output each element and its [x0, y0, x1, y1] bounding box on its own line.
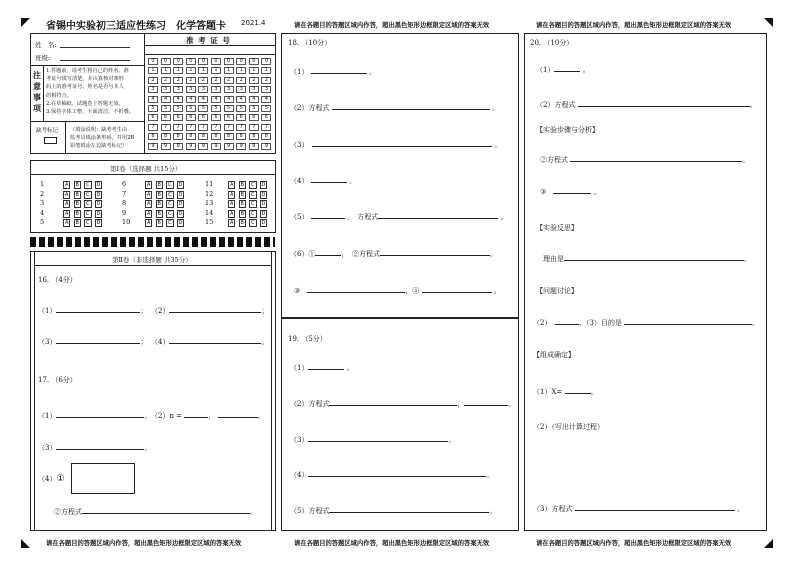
q17-eq2: ②方程式 。: [54, 508, 257, 516]
exam-id-bubble[interactable]: 2: [236, 77, 246, 84]
q19-answer-3[interactable]: [308, 441, 448, 442]
q20-reflection-reason: 理由是 。: [543, 255, 751, 263]
mc-question-number: 1: [40, 180, 45, 188]
exam-id-bubble[interactable]: 6: [161, 114, 171, 121]
exam-id-bubble[interactable]: 2: [186, 77, 196, 84]
exam-id-bubble[interactable]: 3: [249, 86, 259, 93]
mc-option-bubble[interactable]: D: [178, 182, 183, 188]
mc-option-bubble[interactable]: C: [168, 201, 172, 208]
q18-part2: （2）方程式 。: [290, 104, 499, 112]
exam-id-bubble[interactable]: 6: [198, 114, 208, 121]
mc-option-bubble[interactable]: C: [251, 182, 255, 188]
q18-answer-6d[interactable]: [422, 292, 492, 293]
q16-part3: （3） ；: [38, 338, 148, 346]
mc-option-bubble[interactable]: C: [86, 191, 90, 198]
mc-option-bubble[interactable]: C: [251, 220, 255, 227]
q20-composition-calc: （2）（写出计算过程）: [533, 423, 604, 431]
q17-part1: （1） 。: [38, 412, 152, 420]
q20-calculation-area[interactable]: [533, 434, 759, 498]
exam-id-bubble[interactable]: 9: [161, 143, 171, 150]
name-field[interactable]: [60, 47, 130, 48]
exam-id-bubble[interactable]: 4: [161, 96, 171, 103]
mc-option-bubble[interactable]: A: [230, 201, 234, 208]
q20-composition-x: （1）X= 。: [533, 388, 598, 396]
name-label: 姓 名:: [35, 41, 57, 49]
exam-id-bubble[interactable]: 4: [186, 96, 196, 103]
exam-id-bubble[interactable]: 0: [198, 58, 208, 65]
q18-answer-5b[interactable]: [378, 218, 498, 219]
mc-option-bubble[interactable]: C: [86, 201, 90, 208]
exam-id-bubble[interactable]: 4: [148, 96, 158, 103]
absent-label: 缺考标记: [36, 128, 59, 134]
mc-option-bubble[interactable]: D: [261, 210, 266, 217]
warning-bottom-middle: 请在各题目的答题区域内作答，超出黑色矩形边框限定区域的答案无效: [294, 540, 490, 547]
exam-id-bubble[interactable]: 6: [224, 114, 234, 121]
subject-title: 化学答题卡: [176, 21, 226, 32]
q17-answer-2a[interactable]: [184, 417, 208, 418]
mc-option-bubble[interactable]: B: [240, 191, 244, 198]
exam-id-bubble[interactable]: 6: [249, 114, 259, 121]
exam-id-bubble[interactable]: 8: [173, 133, 183, 140]
exam-id-bubble[interactable]: 9: [186, 143, 196, 150]
absent-note: （填涂说明：缺考考生由 监考员填涂条形码，并用2B 铅笔填涂左边缺考标记）: [70, 127, 135, 149]
mc-option-bubble[interactable]: D: [178, 210, 183, 217]
exam-id-bubble[interactable]: 1: [173, 67, 183, 74]
mc-option-bubble[interactable]: B: [157, 201, 161, 208]
q19-part3: （3） 。: [290, 436, 456, 444]
exam-id-bubble[interactable]: 9: [224, 143, 234, 150]
exam-id-bubble[interactable]: 7: [148, 124, 158, 131]
mc-option-bubble[interactable]: C: [86, 220, 90, 227]
q18-answer-2[interactable]: [332, 109, 490, 110]
exam-id-bubble[interactable]: 6: [236, 114, 246, 121]
mc-option-bubble[interactable]: C: [168, 191, 172, 198]
q18-part4: （4） 。: [290, 177, 356, 185]
q19-answer-2b[interactable]: [464, 405, 508, 406]
exam-id-bubble[interactable]: 2: [173, 77, 183, 84]
exam-id-bubble[interactable]: 5: [224, 105, 234, 112]
exam-id-bubble[interactable]: 8: [161, 133, 171, 140]
q17-part2: （2）n = ， 。: [151, 412, 265, 420]
exam-id-bubble[interactable]: 0: [211, 58, 221, 65]
exam-id-bubble[interactable]: 7: [211, 124, 221, 131]
mc-option-bubble[interactable]: D: [261, 220, 266, 227]
exam-id-bubble[interactable]: 9: [173, 143, 183, 150]
exam-id-bubble[interactable]: 3: [261, 86, 271, 93]
mc-option-bubble[interactable]: A: [230, 210, 234, 217]
warning-bottom-right: 请在各题目的答题区域内作答，超出黑色矩形边框限定区域的答案无效: [536, 540, 732, 547]
q16-heading: 16. （4分）: [38, 276, 77, 284]
mc-option-bubble[interactable]: B: [75, 191, 79, 198]
exam-id-bubble[interactable]: 8: [198, 133, 208, 140]
mc-option-bubble[interactable]: A: [65, 191, 69, 198]
warning-bottom-left: 请在各题目的答题区域内作答，超出黑色矩形边框限定区域的答案无效: [46, 540, 242, 547]
exam-id-bubble[interactable]: 5: [148, 105, 158, 112]
mc-option-bubble[interactable]: D: [96, 201, 101, 208]
corner-mark-bottom-right: [764, 539, 773, 548]
exam-id-bubble[interactable]: 6: [186, 114, 196, 121]
exam-id-bubble[interactable]: 9: [148, 143, 158, 150]
exam-id-bubble[interactable]: 1: [249, 67, 259, 74]
exam-id-bubble[interactable]: 9: [198, 143, 208, 150]
mc-option-bubble[interactable]: A: [147, 210, 151, 217]
mc-option-bubble[interactable]: D: [178, 201, 183, 208]
exam-id-bubble[interactable]: 8: [148, 133, 158, 140]
exam-id-bubble[interactable]: 4: [249, 96, 259, 103]
mc-option-bubble[interactable]: D: [261, 182, 266, 188]
mc-option-bubble[interactable]: B: [240, 201, 244, 208]
q17-part4: （4）①: [38, 474, 65, 484]
exam-id-bubble[interactable]: 1: [224, 67, 234, 74]
mc-option-bubble[interactable]: C: [251, 201, 255, 208]
exam-id-label: 准 考 证 号: [186, 36, 231, 45]
exam-id-bubble[interactable]: 4: [261, 96, 271, 103]
class-label: 班级:: [35, 54, 51, 62]
q20-answer-1[interactable]: [554, 71, 580, 72]
mc-option-bubble[interactable]: B: [240, 182, 244, 188]
q18-answer-1[interactable]: [311, 73, 367, 74]
q20-steps-3: ③ 。: [540, 188, 601, 196]
q19-part2: （2）方程式 ， 。: [290, 400, 516, 408]
mc-question-number: 13: [205, 199, 214, 208]
exam-id-bubble[interactable]: 4: [211, 96, 221, 103]
exam-id-bubble[interactable]: 7: [261, 124, 271, 131]
exam-id-bubble[interactable]: 0: [161, 58, 171, 65]
mc-option-bubble[interactable]: D: [96, 210, 101, 217]
q18-answer-6a[interactable]: [315, 255, 341, 256]
q20-answer-2[interactable]: [578, 106, 750, 107]
q19-answer-1[interactable]: [308, 369, 344, 370]
q18-heading: 18. （10分）: [288, 39, 332, 47]
q19-part1: （1） 。: [290, 364, 354, 372]
mc-option-bubble[interactable]: D: [178, 220, 183, 227]
q18-part6-cont: ③ ，④ 。: [294, 287, 501, 295]
mc-option-bubble[interactable]: B: [157, 210, 161, 217]
mc-option-bubble[interactable]: B: [240, 210, 244, 217]
mc-option-bubble[interactable]: D: [261, 201, 266, 208]
mc-option-bubble[interactable]: D: [261, 191, 266, 198]
mc-question-number: 2: [40, 189, 45, 198]
q18-answer-5a[interactable]: [311, 218, 345, 219]
q19-answer-2a[interactable]: [329, 405, 457, 406]
exam-id-bubble[interactable]: 6: [261, 114, 271, 121]
exam-id-bubble[interactable]: 1: [211, 67, 221, 74]
mc-option-bubble[interactable]: B: [240, 220, 244, 227]
mc-option-bubble[interactable]: A: [65, 182, 69, 188]
absent-mark-box[interactable]: [44, 137, 57, 144]
q18-part1: （1） 。: [290, 68, 376, 76]
q20-part1: （1） 。: [536, 66, 590, 74]
mc-option-bubble[interactable]: A: [230, 182, 234, 188]
corner-mark-bottom-left: [21, 539, 30, 548]
mc-option-bubble[interactable]: A: [147, 220, 151, 227]
exam-id-bubble[interactable]: 4: [236, 96, 246, 103]
exam-id-bubble[interactable]: 7: [198, 124, 208, 131]
mc-option-bubble[interactable]: D: [96, 182, 101, 188]
mc-question-number: 5: [40, 218, 45, 227]
q16-part1: （1） ；: [38, 307, 148, 315]
exam-id-bubble[interactable]: 3: [236, 86, 246, 93]
mc-option-bubble[interactable]: B: [75, 220, 79, 227]
mc-option-bubble[interactable]: C: [86, 182, 90, 188]
exam-id-bubble[interactable]: 2: [161, 77, 171, 84]
exam-id-bubble[interactable]: 2: [211, 77, 221, 84]
exam-id-bubble[interactable]: 3: [224, 86, 234, 93]
q20-heading: 20. （10分）: [530, 39, 574, 47]
q17-heading: 17. （6分）: [38, 376, 77, 384]
q17-answer-eq2[interactable]: [82, 513, 250, 514]
exam-id-bubble[interactable]: 3: [173, 86, 183, 93]
exam-id-bubble[interactable]: 5: [249, 105, 259, 112]
mc-question-number: 7: [122, 189, 127, 198]
q16-part4: （4） 。: [151, 338, 269, 346]
notice-label: 注意事项: [33, 70, 41, 113]
q20-composition-eq: （3）方程式 。: [533, 505, 744, 513]
q16-answer-1[interactable]: [56, 312, 140, 313]
exam-id-bubble[interactable]: 6: [211, 114, 221, 121]
school-title: 省锡中实验初三适应性练习: [46, 21, 166, 32]
q20-section-discussion: 【问题讨论】: [536, 287, 578, 295]
q16-answer-3[interactable]: [56, 343, 140, 344]
exam-id-bubble[interactable]: 1: [186, 67, 196, 74]
mc-option-bubble[interactable]: B: [157, 182, 161, 188]
q18-part6: （6）① ， ②方程式 。: [290, 250, 497, 258]
exam-id-bubble[interactable]: 3: [198, 86, 208, 93]
exam-id-bubble[interactable]: 5: [211, 105, 221, 112]
mc-question-number: 11: [205, 180, 214, 188]
exam-id-bubble[interactable]: 1: [161, 67, 171, 74]
exam-id-bubble[interactable]: 8: [211, 133, 221, 140]
mc-option-bubble[interactable]: A: [65, 210, 69, 217]
exam-date: 2021.4: [241, 19, 266, 27]
mc-question-number: 8: [122, 199, 127, 208]
q19-box: [281, 318, 519, 531]
q20-answer-steps-3[interactable]: [553, 193, 591, 194]
mc-option-bubble[interactable]: D: [96, 220, 101, 227]
mc-question-number: 14: [205, 208, 214, 217]
exam-id-bubble[interactable]: 2: [249, 77, 259, 84]
mc-option-bubble[interactable]: B: [75, 210, 79, 217]
q19-part4: （4） 。: [290, 471, 494, 479]
exam-id-bubble[interactable]: 4: [224, 96, 234, 103]
mc-option-bubble[interactable]: A: [65, 220, 69, 227]
mc-option-bubble[interactable]: B: [75, 201, 79, 208]
section2-title: 第Ⅱ卷（非选择题 共35分）: [112, 256, 192, 264]
class-field[interactable]: [60, 60, 130, 61]
mc-question-number: 6: [122, 180, 127, 188]
exam-id-bubble[interactable]: 4: [198, 96, 208, 103]
exam-id-bubble[interactable]: 7: [173, 124, 183, 131]
exam-id-bubble[interactable]: 3: [186, 86, 196, 93]
exam-id-bubble[interactable]: 5: [236, 105, 246, 112]
exam-id-bubble[interactable]: 8: [249, 133, 259, 140]
exam-id-bubble[interactable]: 1: [236, 67, 246, 74]
exam-id-bubble[interactable]: 2: [198, 77, 208, 84]
q20-answer-steps-eq[interactable]: [570, 161, 742, 162]
exam-id-bubble[interactable]: 6: [173, 114, 183, 121]
mc-option-bubble[interactable]: A: [230, 191, 234, 198]
exam-id-bubble[interactable]: 3: [161, 86, 171, 93]
exam-id-bubble[interactable]: 3: [211, 86, 221, 93]
q16-answer-4[interactable]: [169, 343, 261, 344]
q16-part2: （2） ；: [151, 307, 269, 315]
corner-mark-top-right: [764, 18, 773, 27]
mc-option-bubble[interactable]: A: [147, 191, 151, 198]
q18-part3: （3） 。: [290, 141, 502, 149]
q19-answer-4[interactable]: [308, 476, 486, 477]
mc-option-bubble[interactable]: C: [86, 210, 90, 217]
mc-question-number: 4: [40, 208, 45, 217]
mc-option-bubble[interactable]: C: [168, 210, 172, 217]
exam-id-bubble[interactable]: 1: [261, 67, 271, 74]
exam-id-bubble[interactable]: 2: [224, 77, 234, 84]
q20-answer-d3[interactable]: [624, 324, 752, 325]
exam-id-bubble[interactable]: 9: [236, 143, 246, 150]
warning-top-middle: 请在各题目的答题区域内作答，超出黑色矩形边框限定区域的答案无效: [294, 22, 490, 29]
exam-id-bubble[interactable]: 9: [249, 143, 259, 150]
exam-id-bubble[interactable]: 8: [224, 133, 234, 140]
exam-id-bubble[interactable]: 8: [186, 133, 196, 140]
exam-id-bubble[interactable]: 4: [173, 96, 183, 103]
mc-option-bubble[interactable]: C: [251, 191, 255, 198]
mc-option-bubble[interactable]: C: [251, 210, 255, 217]
mc-option-bubble[interactable]: A: [147, 201, 151, 208]
mc-option-bubble[interactable]: A: [147, 182, 151, 188]
q20-answer-x[interactable]: [565, 393, 591, 394]
exam-id-bubble[interactable]: 0: [186, 58, 196, 65]
exam-id-bubble[interactable]: 5: [186, 105, 196, 112]
exam-id-bubble[interactable]: 7: [186, 124, 196, 131]
q16-answer-2[interactable]: [169, 312, 261, 313]
exam-id-bubble[interactable]: 0: [249, 58, 259, 65]
exam-id-bubble[interactable]: 3: [148, 86, 158, 93]
mc-option-bubble[interactable]: D: [178, 191, 183, 198]
mc-question-number: 9: [122, 208, 127, 217]
exam-id-bubble[interactable]: 0: [261, 58, 271, 65]
mc-option-bubble[interactable]: B: [157, 191, 161, 198]
exam-id-bubble[interactable]: 8: [236, 133, 246, 140]
exam-id-bubble[interactable]: 5: [161, 105, 171, 112]
q20-steps-eq: ②方程式 。: [540, 156, 750, 164]
q17-answer-2b[interactable]: [218, 417, 258, 418]
warning-top-right: 请在各题目的答题区域内作答，超出黑色矩形边框限定区域的答案无效: [536, 22, 732, 29]
q18-answer-3[interactable]: [312, 146, 492, 147]
exam-id-bubble[interactable]: 1: [198, 67, 208, 74]
mc-question-number: 15: [205, 218, 214, 227]
exam-id-bubble[interactable]: 9: [211, 143, 221, 150]
mc-option-bubble[interactable]: C: [168, 220, 172, 227]
q19-heading: 19. （5分）: [288, 335, 327, 343]
q20-part2: （2）方程式 。: [536, 101, 757, 109]
mc-option-bubble[interactable]: D: [96, 191, 101, 198]
notice-text: 1.答题前，请考生将自己的姓名、准 考证号填写清楚，并认真核对条形 码上的准考证号、姓名是否与本人 的相符合。 2.在草稿纸、试题卷上答题无效。 3.保持字体工整、卡面清洁，不折叠。: [46, 68, 134, 116]
exam-id-bubble[interactable]: 7: [224, 124, 234, 131]
exam-id-bubble[interactable]: 8: [261, 133, 271, 140]
q19-answer-5[interactable]: [329, 512, 489, 513]
corner-mark-top-left: [21, 18, 30, 27]
q20-section-composition: 【组成确定】: [533, 351, 575, 359]
exam-id-bubble[interactable]: 2: [148, 77, 158, 84]
q20-answer-reason[interactable]: [564, 260, 744, 261]
q17-part3: （3） 。: [38, 444, 152, 452]
exam-id-bubble[interactable]: 7: [249, 124, 259, 131]
mc-option-bubble[interactable]: A: [65, 201, 69, 208]
q18-answer-4[interactable]: [311, 182, 347, 183]
mc-option-bubble[interactable]: A: [230, 220, 234, 227]
q17-answer-3[interactable]: [56, 449, 144, 450]
q18-answer-6c[interactable]: [307, 292, 405, 293]
exam-id-bubble[interactable]: 0: [173, 58, 183, 65]
timing-marks: [30, 237, 275, 247]
q20-answer-eq[interactable]: [575, 510, 735, 511]
exam-id-bubble[interactable]: 1: [148, 67, 158, 74]
exam-id-bubble[interactable]: 5: [261, 105, 271, 112]
mc-option-bubble[interactable]: B: [157, 220, 161, 227]
section1-title: 第Ⅰ卷（选择题 共15分）: [110, 165, 182, 173]
exam-id-bubble[interactable]: 2: [261, 77, 271, 84]
q18-part5: （5） ， 方程式 。: [290, 213, 508, 221]
mc-question-number: 12: [205, 189, 214, 198]
q20-section-reflection: 【实验反思】: [536, 224, 578, 232]
q18-answer-6b[interactable]: [380, 255, 490, 256]
q17-answer-1[interactable]: [56, 417, 144, 418]
q19-part5: （5）方程式 。: [290, 507, 497, 515]
exam-id-bubble[interactable]: 7: [236, 124, 246, 131]
exam-id-bubble[interactable]: 5: [173, 105, 183, 112]
exam-id-bubble[interactable]: 0: [224, 58, 234, 65]
exam-id-bubble[interactable]: 7: [161, 124, 171, 131]
q20-answer-d2[interactable]: [555, 324, 579, 325]
exam-id-bubble[interactable]: 5: [198, 105, 208, 112]
exam-id-bubble[interactable]: 9: [261, 143, 271, 150]
exam-id-bubble[interactable]: 0: [236, 58, 246, 65]
q20-discussion: （2） 、（3）目的是 。: [533, 319, 760, 327]
q17-drawing-box[interactable]: [71, 463, 135, 494]
mc-question-number: 10: [122, 218, 131, 227]
mc-question-number: 3: [40, 199, 45, 208]
mc-option-bubble[interactable]: B: [75, 182, 79, 188]
q20-section-steps: 【实验步骤与分析】: [536, 126, 599, 134]
exam-id-bubble[interactable]: 6: [148, 114, 158, 121]
mc-option-bubble[interactable]: C: [168, 182, 172, 188]
exam-id-bubble[interactable]: 0: [148, 58, 158, 65]
